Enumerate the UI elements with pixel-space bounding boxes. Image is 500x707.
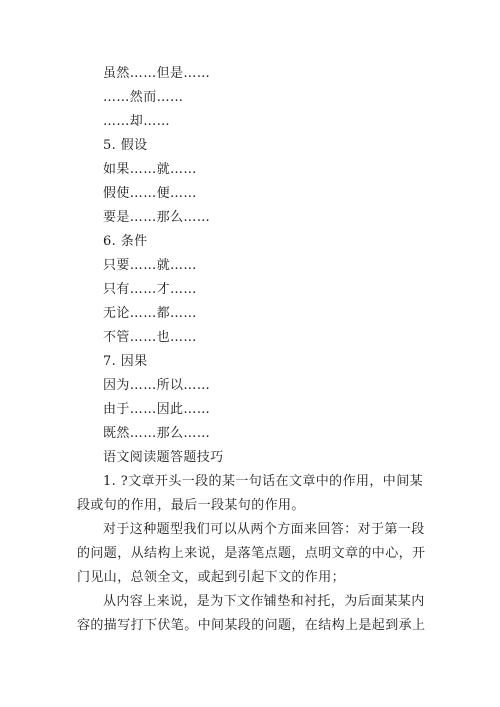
paragraph-3-line-2: 容的描写打下伏笔。中间某段的问题，在结构上是起到承上: [77, 618, 426, 633]
text-line-15: 由于……因此……: [103, 402, 211, 417]
paragraph-3-line-1: 从内容上来说，是为下文作铺垫和衬托，为后面某某内: [103, 594, 425, 609]
paragraph-2-line-3: 门见山，总领全文，或起到引起下文的作用；: [77, 570, 346, 585]
text-line-10: 只有……才……: [103, 282, 197, 297]
section-title: 语文阅读题答题技巧: [103, 450, 224, 465]
text-line-1: 虽然……但是……: [103, 66, 211, 81]
paragraph-2-line-1: 对于这种题型我们可以从两个方面来回答：对于第一段: [103, 522, 425, 537]
text-line-9: 只要……就……: [103, 258, 197, 273]
text-line-11: 无论……都……: [103, 306, 197, 321]
text-line-14: 因为……所以……: [103, 378, 211, 393]
heading-assumption: 5. 假设: [103, 138, 148, 153]
paragraph-1-line-2: 段或句的作用，最后一段某句的作用。: [77, 498, 305, 513]
text-line-12: 不管……也……: [103, 330, 197, 345]
heading-condition: 6. 条件: [103, 234, 148, 249]
text-line-5: 如果……就……: [103, 162, 197, 177]
paragraph-2-line-2: 的问题，从结构上来说，是落笔点题，点明文章的中心，开: [77, 546, 426, 561]
paragraph-1-line-1: 1. ?文章开头一段的某一句话在文章中的作用，中间某: [103, 474, 423, 489]
text-line-2: ……然而……: [103, 90, 184, 105]
text-line-7: 要是……那么……: [103, 210, 211, 225]
text-line-3: ……却……: [103, 114, 170, 129]
heading-cause-effect: 7. 因果: [103, 354, 148, 369]
text-line-6: 假使……便……: [103, 186, 197, 201]
text-line-16: 既然……那么……: [103, 426, 211, 441]
